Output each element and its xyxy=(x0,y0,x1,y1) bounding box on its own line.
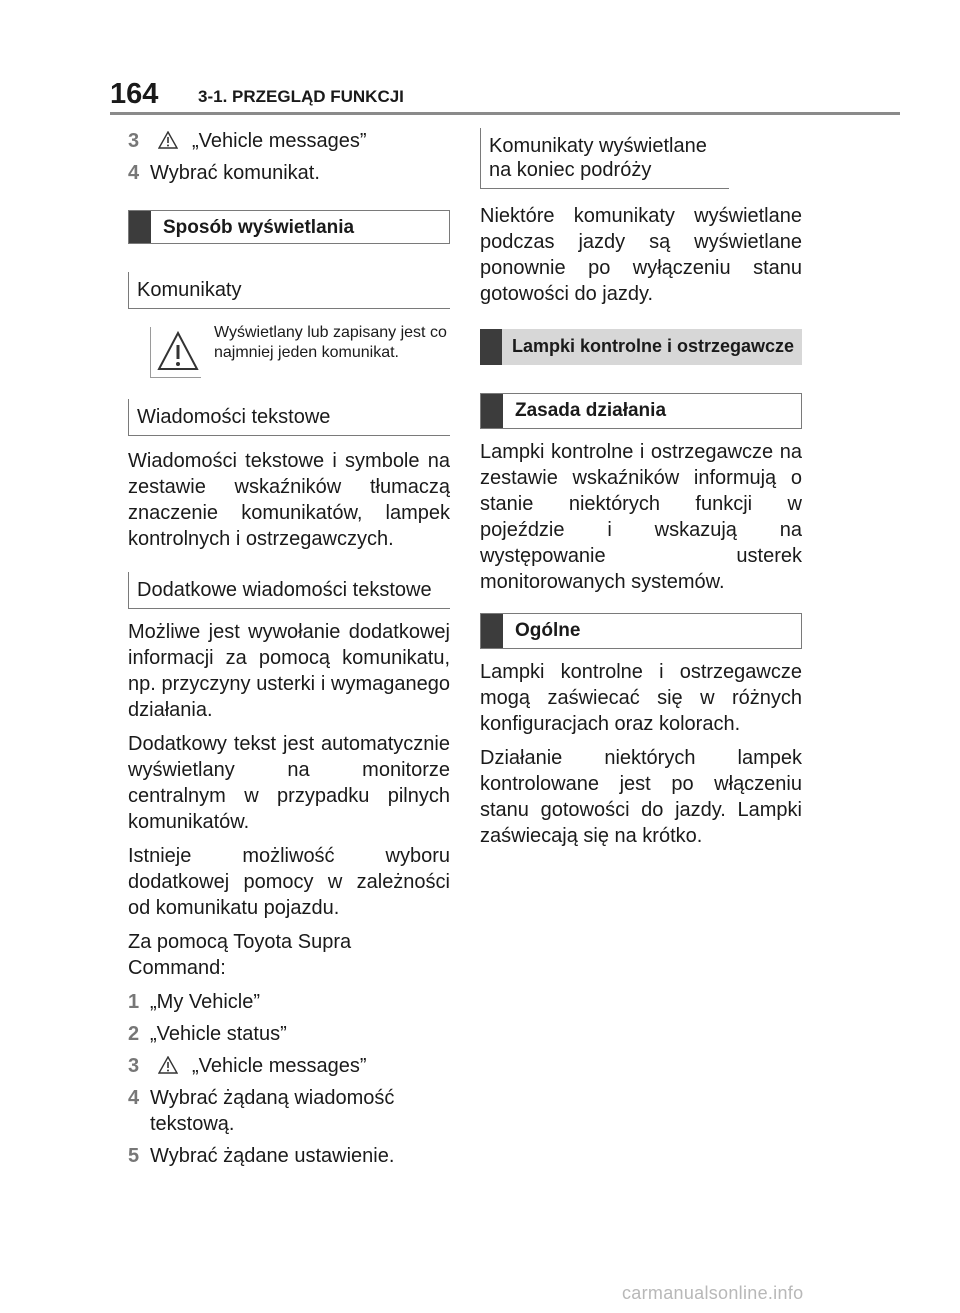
step-item xyxy=(128,128,450,154)
heading-principle xyxy=(480,393,802,429)
heading-display-mode xyxy=(128,210,450,244)
heading-marker xyxy=(480,329,502,365)
paragraph: Lampki kontrolne i ostrzegawcze na zestawie wskaźników informują o stanie niektórych funkcji w pojeździe i wskazują na występowanie usterek monitorowanych systemów. xyxy=(480,441,802,593)
heading-text-messages: Wiadomości tekstowe xyxy=(128,399,450,436)
heading-marker xyxy=(481,394,503,428)
heading-text: Sposób wyświetlania xyxy=(163,217,355,238)
heading-additional-messages: Dodatkowe wiadomości tekstowe xyxy=(128,572,450,609)
heading-general xyxy=(480,613,802,649)
heading-end-of-trip: Komunikaty wyświetlane na koniec podróży xyxy=(480,128,729,189)
step-item xyxy=(128,1143,450,1169)
warning-triangle-icon xyxy=(150,327,201,378)
step-item xyxy=(128,1085,430,1137)
heading-text: Lampki kontrolne i ostrzegawcze xyxy=(512,336,795,356)
section-title: 3-1. PRZEGLĄD FUNKCJI xyxy=(198,87,404,106)
page-number: 164 xyxy=(110,78,159,110)
step-item xyxy=(128,1053,450,1079)
step-text: „My Vehicle” xyxy=(150,991,261,1013)
paragraph: Niektóre komunikaty wyświetlane podczas jazdy są wyświetlane ponownie po wyłączeniu stanu gotowości do jazdy. xyxy=(480,205,802,305)
heading-messages: Komunikaty xyxy=(128,272,450,309)
right-column xyxy=(480,128,802,857)
watermark: carmanualsonline.info xyxy=(622,1283,804,1303)
step-item xyxy=(128,989,450,1015)
step-text: „Vehicle messages” xyxy=(192,1055,367,1077)
paragraph: Wiadomości tekstowe i symbole na zestawie wskaźników tłumaczą znaczenie komunikatów, lampek kontrolnych i ostrzegawczych. xyxy=(128,450,450,550)
heading-marker xyxy=(129,211,151,243)
step-text: Wybrać żądaną wiadomość tekstową. xyxy=(150,1087,395,1135)
step-text: „Vehicle messages” xyxy=(192,130,367,152)
step-text: Wybrać żądane ustawienie. xyxy=(150,1145,395,1167)
heading-warning-lamps xyxy=(480,329,802,365)
paragraph: Lampki kontrolne i ostrzegawcze mogą zaświecać się w różnych konfiguracjach oraz kolorach. xyxy=(480,661,802,735)
step-number: 4 xyxy=(128,162,140,184)
heading-text: Ogólne xyxy=(515,620,581,641)
step-number: 5 xyxy=(128,1145,140,1167)
left-column xyxy=(128,128,450,1175)
step-text: Wybrać komunikat. xyxy=(150,162,320,184)
step-text: „Vehicle status” xyxy=(150,1023,287,1045)
step-item xyxy=(128,1021,450,1047)
heading-marker xyxy=(481,614,503,648)
paragraph: Istnieje możliwość wyboru dodatkowej pomocy w zależności od komunikatu pojazdu. xyxy=(128,845,450,919)
warning-note xyxy=(128,323,450,377)
paragraph: Dodatkowy tekst jest automatycznie wyświetlany na monitorze centralnym w przypadku pilnych komunikatów. xyxy=(128,733,450,833)
heading-text: Zasada działania xyxy=(515,400,667,421)
warning-triangle-icon xyxy=(158,131,178,149)
step-number: 2 xyxy=(128,1023,140,1045)
step-item xyxy=(128,160,450,186)
step-number: 1 xyxy=(128,991,140,1013)
step-number: 3 xyxy=(128,1055,140,1077)
paragraph: Możliwe jest wywołanie dodatkowej informacji za pomocą komunikatu, np. przyczyny usterki i wymaganego działania. xyxy=(128,621,450,721)
paragraph: Za pomocą Toyota Supra Command: xyxy=(128,931,352,979)
paragraph: Działanie niektórych lampek kontrolowane jest po włączeniu stanu gotowości do jazdy. Lampki zaświecają się na krótko. xyxy=(480,747,802,847)
warning-text: Wyświetlany lub zapisany jest co najmniej jeden komunikat. xyxy=(214,324,447,361)
header-divider xyxy=(110,112,900,115)
step-number: 4 xyxy=(128,1087,140,1109)
warning-triangle-icon xyxy=(158,1056,178,1074)
step-number: 3 xyxy=(128,130,140,152)
